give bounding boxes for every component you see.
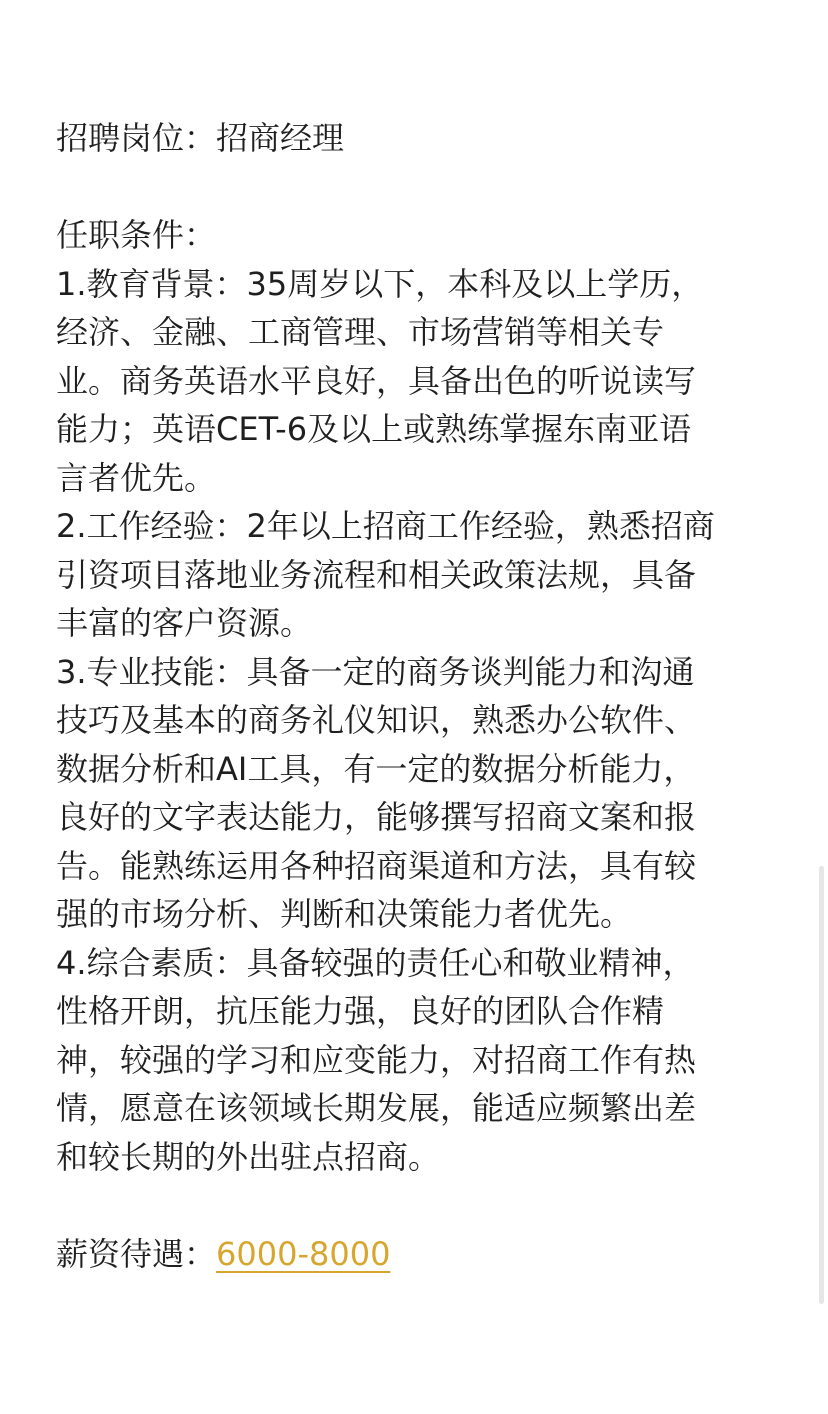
- requirement-line: 引资项目落地业务流程和相关政策法规，具备: [56, 555, 697, 594]
- requirement-line: 2.工作经验：2年以上招商工作经验，熟悉招商: [56, 507, 715, 545]
- spacer: [56, 1181, 776, 1230]
- salary-line: [56, 1230, 776, 1279]
- requirement-line: 1.教育背景：35周岁以下，本科及以上学历，: [56, 264, 704, 303]
- job-post-body: [56, 114, 776, 1278]
- salary-label: 薪资待遇：: [56, 1234, 217, 1273]
- requirement-line: 能力；英语CET-6及以上或熟练掌握东南亚语: [56, 410, 692, 448]
- position-line: 招聘岗位：招商经理: [56, 119, 345, 157]
- requirement-line: 性格开朗，抗压能力强，良好的团队合作精: [56, 992, 665, 1030]
- scrollbar[interactable]: [819, 866, 824, 1304]
- requirement-line: 告。能熟练运用各种招商渠道和方法，具有较: [56, 846, 697, 885]
- requirements-heading: 任职条件：: [56, 216, 217, 254]
- requirement-line: 3.专业技能：具备一定的商务谈判能力和沟通: [56, 652, 695, 691]
- requirement-line: 数据分析和AI工具，有一定的数据分析能力，: [56, 749, 696, 788]
- requirement-line: 神，较强的学习和应变能力，对招商工作有热: [56, 1040, 697, 1079]
- requirement-line: 技巧及基本的商务礼仪知识，熟悉办公软件、: [56, 701, 697, 739]
- spacer: [56, 163, 776, 212]
- requirement-line: 业。商务英语水平良好，具备出色的听说读写: [56, 361, 697, 400]
- requirement-line: 良好的文字表达能力，能够撰写招商文案和报: [56, 798, 697, 836]
- requirement-line: 情，愿意在该领域长期发展，能适应频繁出差: [56, 1089, 697, 1127]
- requirement-line: 和较长期的外出驻点招商。: [56, 1137, 441, 1176]
- salary-value-link[interactable]: 6000-8000: [216, 1234, 391, 1273]
- requirement-line: 丰富的客户资源。: [56, 604, 313, 642]
- requirement-line: 经济、金融、工商管理、市场营销等相关专: [56, 313, 665, 351]
- requirement-line: 言者优先。: [56, 458, 217, 497]
- requirement-line: 4.综合素质：具备较强的责任心和敬业精神，: [56, 943, 695, 982]
- requirement-line: 强的市场分析、判断和决策能力者优先。: [56, 895, 633, 933]
